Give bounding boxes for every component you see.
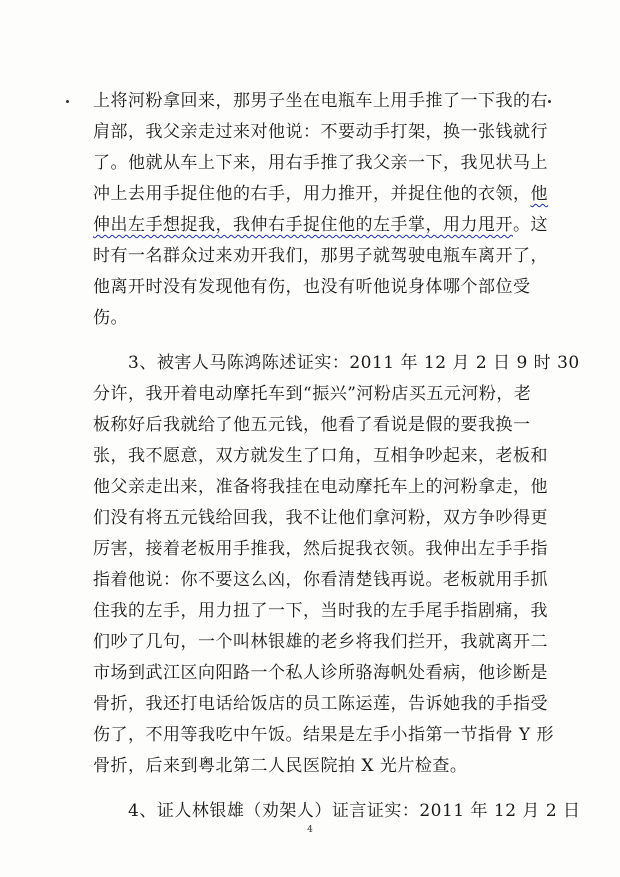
text-line: 们没有将五元钱给回我，我不让他们拿河粉，双方争吵得更 (93, 508, 548, 528)
text-line: 伤了，不用等我吃中午饭。结果是左手小指第一节指骨 Y 形 (93, 725, 555, 745)
text-line (93, 179, 548, 210)
text-segment: 。这 (513, 215, 548, 235)
text-line: 时有一名群众过来劝开我们，那男子就驾驶电瓶车离开了， (93, 246, 548, 266)
scan-mark (66, 100, 69, 103)
text-line (93, 210, 548, 241)
text-line: 板称好后我就给了他五元钱，他看了看说是假的要我换一 (93, 415, 531, 435)
text-line: 他离开时没有发现他有伤，也没有听他说身体哪个部位受 (93, 277, 531, 297)
text-line: 们吵了几句，一个叫林银雄的老乡将我们拦开，我就离开二 (93, 632, 548, 652)
scan-mark (548, 100, 551, 103)
paragraph-heading: 4、证人林银雄（劝架人）证言证实：2011 年 12 月 2 日 (128, 801, 581, 821)
text-line: 骨折，我还打电话给饭店的员工陈运莲，告诉她我的手指受 (93, 694, 548, 714)
text-segment: 冲上去用手捉住他的右手，用力推开，并捉住他的衣领， (93, 184, 531, 204)
paragraph-heading: 3、被害人马陈鸿陈述证实：2011 年 12 月 2 日 9 时 30 (128, 353, 580, 373)
text-line: 他父亲走出来，准备将我挂在电动摩托车上的河粉拿走，他 (93, 477, 548, 497)
text-line: 住我的左手，用力扭了一下，当时我的左手尾手指剧痛，我 (93, 601, 548, 621)
underlined-text: 伸出左手想捉我，我伸右手捉住他的左手掌，用力甩开 (93, 215, 513, 235)
text-line: 上将河粉拿回来，那男子坐在电瓶车上用手推了一下我的右 (93, 91, 548, 111)
text-line: 分许，我开着电动摩托车到“振兴”河粉店买五元河粉，老 (93, 384, 532, 404)
page-number: 4 (307, 825, 313, 835)
text-line: 指着他说：你不要这么凶，你看清楚钱再说。老板就用手抓 (93, 570, 548, 590)
text-line: 骨折，后来到粤北第二人民医院拍 X 光片检查。 (93, 756, 468, 776)
text-line: 了。他就从车上下来，用右手推了我父亲一下，我见状马上 (93, 153, 548, 173)
text-line: 伤。 (93, 308, 128, 328)
text-line: 厉害，接着老板用手推我，然后捉我衣领。我伸出左手手指 (93, 539, 548, 559)
document-body (93, 86, 581, 827)
text-line: 市场到武江区向阳路一个私人诊所骆海帆处看病，他诊断是 (93, 663, 548, 683)
text-line: 张，我不愿意，双方就发生了口角，互相争吵起来，老板和 (93, 446, 548, 466)
underlined-text: 他 (530, 184, 548, 204)
text-line: 肩部，我父亲走过来对他说：不要动手打架，换一张钱就行 (93, 122, 548, 142)
